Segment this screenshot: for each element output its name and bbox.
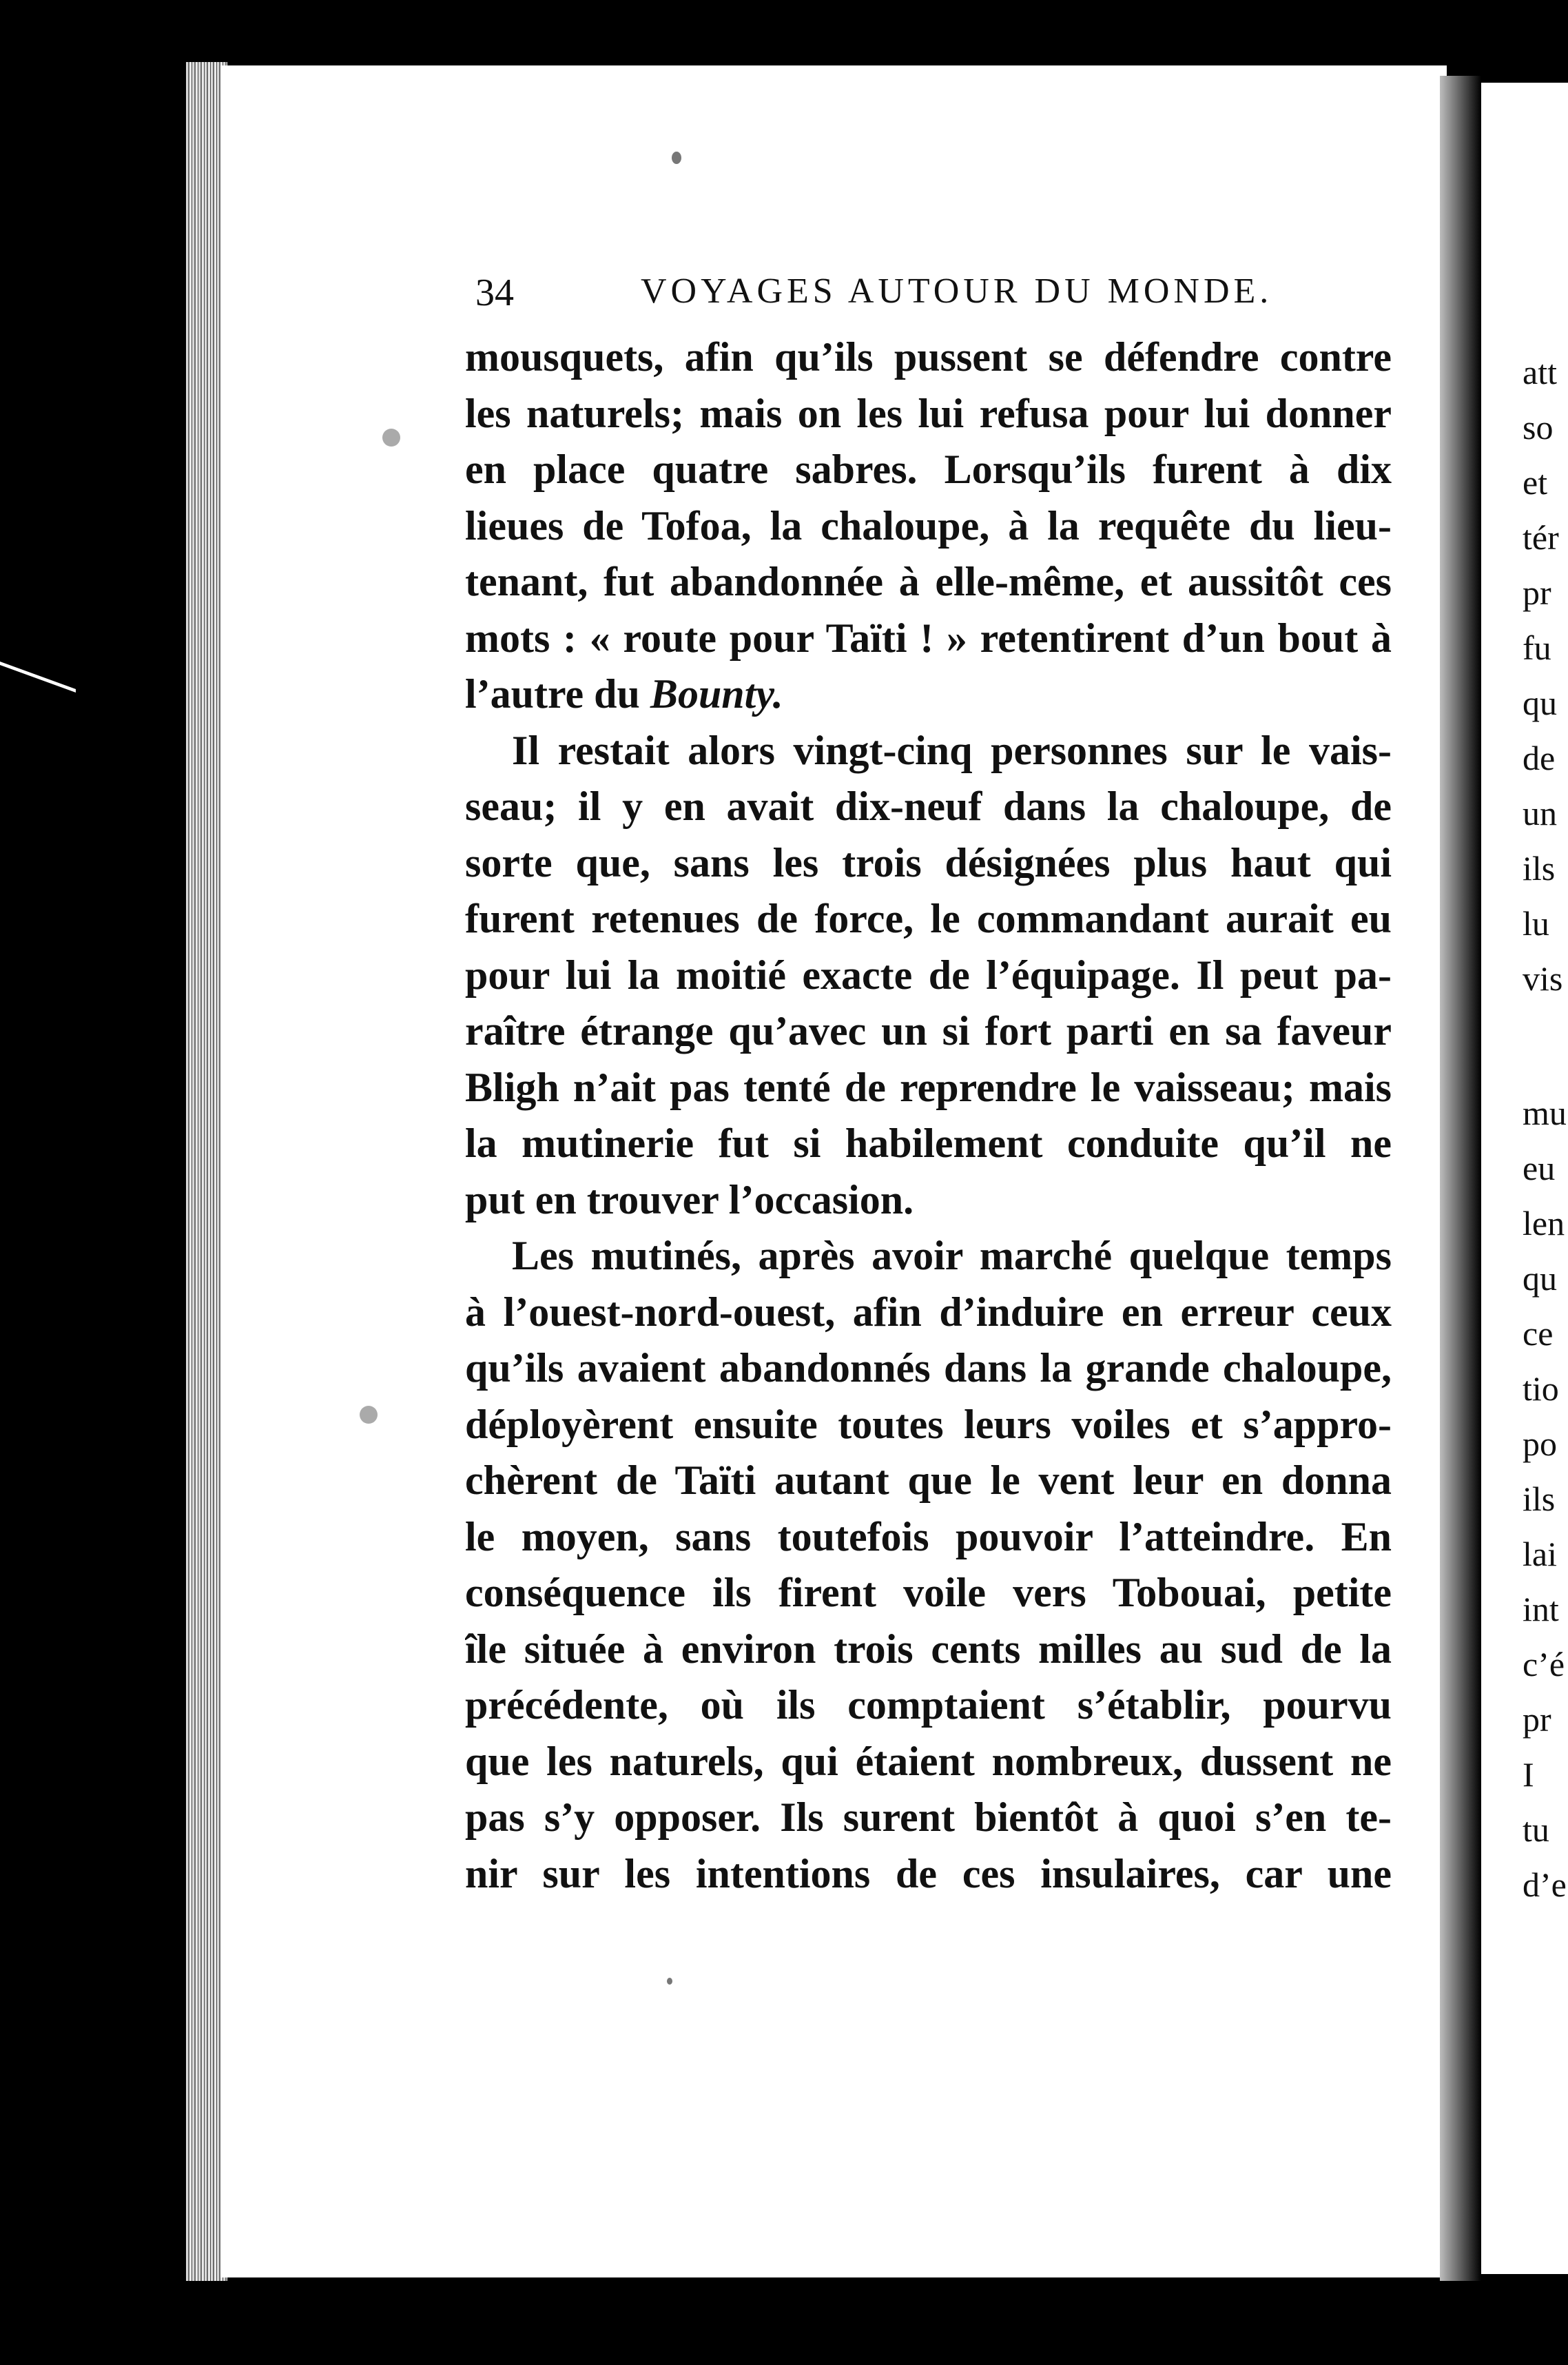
facing-fragment: ils [1523, 1480, 1556, 1518]
text-line: tenant, fut abandonnée à elle-même, et aussitôt ces [465, 559, 1392, 604]
paper-speck [672, 152, 681, 164]
facing-fragment: qu [1523, 684, 1557, 722]
text-line: put en trouver l’occasion. [465, 1176, 914, 1222]
paper-speck [360, 1406, 378, 1424]
facing-fragment: pr [1523, 573, 1551, 612]
ship-name: Bounty. [650, 671, 783, 717]
text-line: nir sur les intentions de ces insulaires, car une [465, 1850, 1392, 1896]
gutter-shadow [1440, 76, 1481, 2281]
text-line: Les mutinés, après avoir marché quelque temps [512, 1233, 1392, 1278]
facing-fragment: et [1523, 463, 1548, 502]
text-line: mots : « route pour Taïti ! » retentirent d’un bout à [465, 615, 1392, 661]
facing-fragment: tio [1523, 1369, 1559, 1408]
text-line: pour lui la moitié exacte de l’équipage. Il peut pa- [465, 952, 1392, 998]
facing-fragment: ils [1523, 849, 1556, 888]
facing-fragment: tu [1523, 1810, 1549, 1849]
text-line: à l’ouest-nord-ouest, afin d’induire en erreur ceux [465, 1289, 1392, 1335]
facing-fragment: so [1523, 408, 1554, 447]
paper-speck [382, 429, 400, 447]
body-text [465, 329, 1392, 1902]
facing-fragment: fu [1523, 628, 1551, 667]
facing-fragment: vis [1523, 959, 1563, 998]
text-line: mousquets, afin qu’ils pussent se défendre contre [465, 334, 1392, 380]
facing-fragment: lai [1523, 1535, 1557, 1573]
facing-fragment: lu [1523, 904, 1549, 943]
text-line: le moyen, sans toutefois pouvoir l’atteindre. En [465, 1513, 1392, 1559]
text-line: seau; il y en avait dix-neuf dans la chaloupe, de [465, 784, 1392, 829]
text-line: Bligh n’ait pas tenté de reprendre le vaisseau; mais [465, 1064, 1392, 1110]
text-line: Il restait alors vingt-cinq personnes sur le vais- [512, 727, 1392, 773]
facing-fragment: att [1523, 353, 1557, 391]
paper-speck [667, 1978, 672, 1985]
text-line: les naturels; mais on les lui refusa pour lui donner [465, 390, 1392, 436]
running-title: VOYAGES AUTOUR DU MONDE. [641, 272, 1273, 311]
text-line: précédente, où ils comptaient s’établir, pourvu [465, 1682, 1392, 1728]
facing-fragment: po [1523, 1424, 1557, 1463]
facing-fragment: d’e [1523, 1865, 1567, 1904]
facing-fragment: eu [1523, 1149, 1556, 1187]
text-line: conséquence ils firent voile vers Tobouai, petite [465, 1570, 1392, 1615]
facing-fragment: int [1523, 1590, 1559, 1628]
text-line: qu’ils avaient abandonnés dans la grande chaloupe, [465, 1345, 1392, 1391]
text-line: île située à environ trois cents milles au sud de la [465, 1626, 1392, 1672]
facing-fragment: mu [1523, 1094, 1567, 1132]
text-line: raître étrange qu’avec un si fort parti en sa faveur [465, 1008, 1392, 1054]
page-number: 34 [475, 272, 514, 314]
facing-fragment: de [1523, 739, 1556, 777]
facing-fragment: len [1523, 1204, 1565, 1242]
facing-fragment: I [1523, 1755, 1534, 1794]
text-line: que les naturels, qui étaient nombreux, dussent ne [465, 1738, 1392, 1784]
text-line-start: l’autre du [465, 671, 640, 717]
scan-artifact-mark [0, 662, 76, 734]
text-line [465, 666, 1392, 723]
facing-page-edge [1481, 83, 1568, 2274]
text-line: furent retenues de force, le commandant aurait eu [465, 896, 1392, 941]
text-line: sorte que, sans les trois désignées plus haut qui [465, 839, 1392, 885]
text-line: chèrent de Taïti autant que le vent leur en donna [465, 1457, 1392, 1503]
facing-fragment: qu [1523, 1259, 1557, 1298]
text-line: déployèrent ensuite toutes leurs voiles et s’appro- [465, 1401, 1392, 1447]
facing-fragment: tér [1523, 518, 1559, 557]
text-line: en place quatre sabres. Lorsqu’ils furent à dix [465, 447, 1392, 492]
facing-fragment: un [1523, 794, 1557, 832]
text-line: la mutinerie fut si habilement conduite qu’il ne [465, 1120, 1392, 1166]
text-line: pas s’y opposer. Ils surent bientôt à quoi s’en te- [465, 1794, 1392, 1840]
facing-fragment: pr [1523, 1700, 1551, 1739]
facing-fragment: c’é [1523, 1645, 1565, 1683]
text-line: lieues de Tofoa, la chaloupe, à la requête du lieu- [465, 502, 1392, 549]
facing-fragment: ce [1523, 1314, 1554, 1353]
